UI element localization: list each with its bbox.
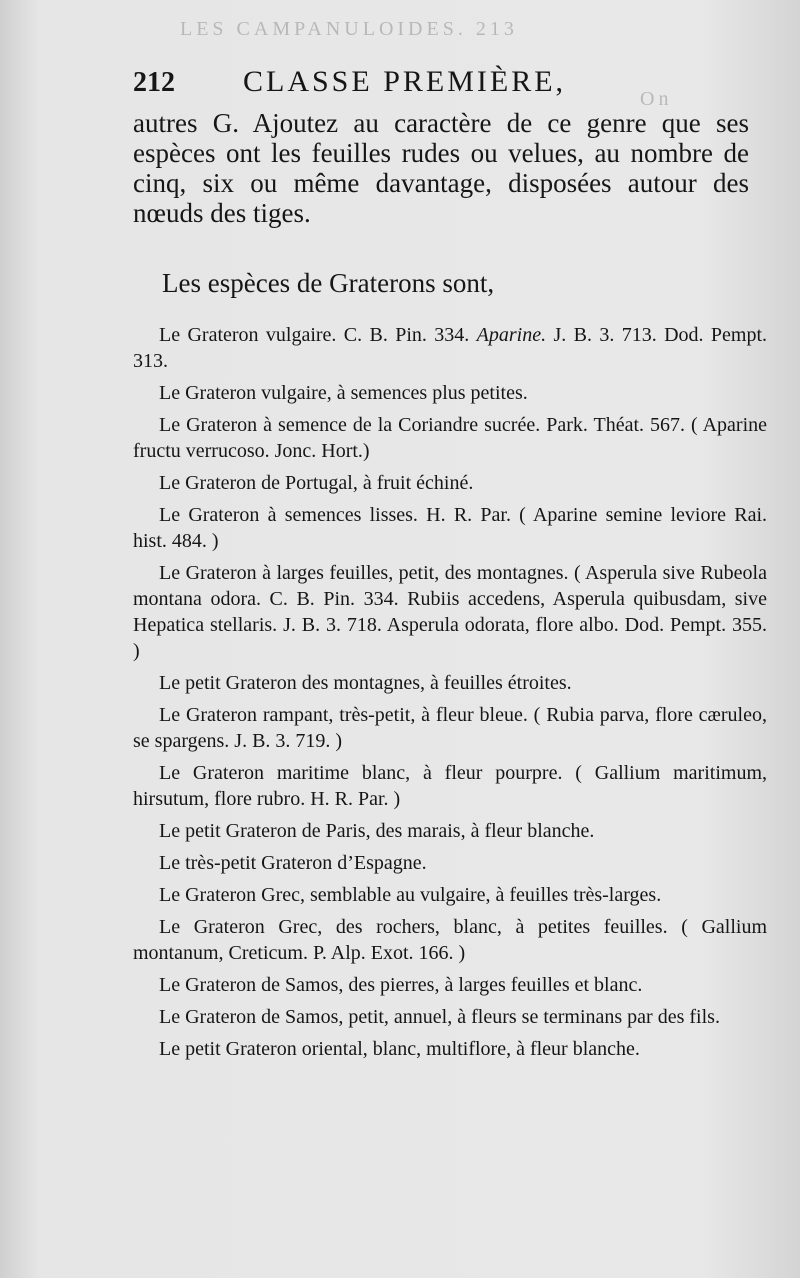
intro-paragraph: autres G. Ajoutez au caractère de ce genre que ses espèces ont les feuilles rudes ou velues, au nombre de cinq, six ou même davantage, disposées autour des nœuds des tiges. <box>133 108 749 228</box>
bleed-through-text-right: On <box>640 88 673 110</box>
species-entry-13: Le Grateron Grec, des rochers, blanc, à petites feuilles. ( Gallium montanum, Creticum. P. Alp. Exot. 166. ) <box>133 916 767 964</box>
species-entry-12: Le Grateron Grec, semblable au vulgaire, à feuilles très-larges. <box>159 884 662 906</box>
species-entry-3: Le Grateron à semence de la Coriandre sucrée. Park. Théat. 567. ( Aparine fructu verrucoso. Jonc. Hort.) <box>133 414 767 462</box>
species-entry-10: Le petit Grateron de Paris, des marais, à fleur blanche. <box>159 820 595 842</box>
species-entry-15: Le Grateron de Samos, petit, annuel, à fleurs se terminans par des fils. <box>159 1006 720 1028</box>
species-entry-4: Le Grateron de Portugal, à fruit échiné. <box>159 472 474 494</box>
species-entry-11: Le très-petit Grateron d’Espagne. <box>159 852 427 874</box>
species-entry-6: Le Grateron à larges feuilles, petit, des montagnes. ( Asperula sive Rubeola montana odora. C. B. Pin. 334. Rubiis accedens, Asperula quibusdam, sive Hepatica stellaris. J. B. 3. 718. Asperula odorata, flore albo. Dod. Pempt. 355. ) <box>133 562 767 662</box>
species-entry-7: Le petit Grateron des montagnes, à feuilles étroites. <box>159 672 572 694</box>
species-entry-14: Le Grateron de Samos, des pierres, à larges feuilles et blanc. <box>159 974 643 996</box>
species-entry-8: Le Grateron rampant, très-petit, à fleur bleue. ( Rubia parva, flore cæruleo, se spargens. J. B. 3. 719. ) <box>133 704 767 752</box>
species-entry-5: Le Grateron à semences lisses. H. R. Par. ( Aparine semine leviore Rai. hist. 484. ) <box>133 504 767 552</box>
species-list <box>133 322 767 1068</box>
species-entry-1: Le Grateron vulgaire. C. B. Pin. 334. Aparine. J. B. 3. 713. Dod. Pempt. 313. <box>133 324 767 372</box>
species-entry-9: Le Grateron maritime blanc, à fleur pourpre. ( Gallium maritimum, hirsutum, flore rubro. H. R. Par. ) <box>133 762 767 810</box>
species-entry-2: Le Grateron vulgaire, à semences plus petites. <box>159 382 528 404</box>
running-title: CLASSE PREMIÈRE, <box>243 65 567 98</box>
running-head <box>133 60 653 103</box>
page-number: 212 <box>133 67 175 98</box>
section-heading: Les espèces de Graterons sont, <box>162 268 495 298</box>
species-entry-16: Le petit Grateron oriental, blanc, multiflore, à fleur blanche. <box>159 1038 640 1060</box>
bleed-through-text: LES CAMPANULOIDES. 213 <box>180 18 518 40</box>
